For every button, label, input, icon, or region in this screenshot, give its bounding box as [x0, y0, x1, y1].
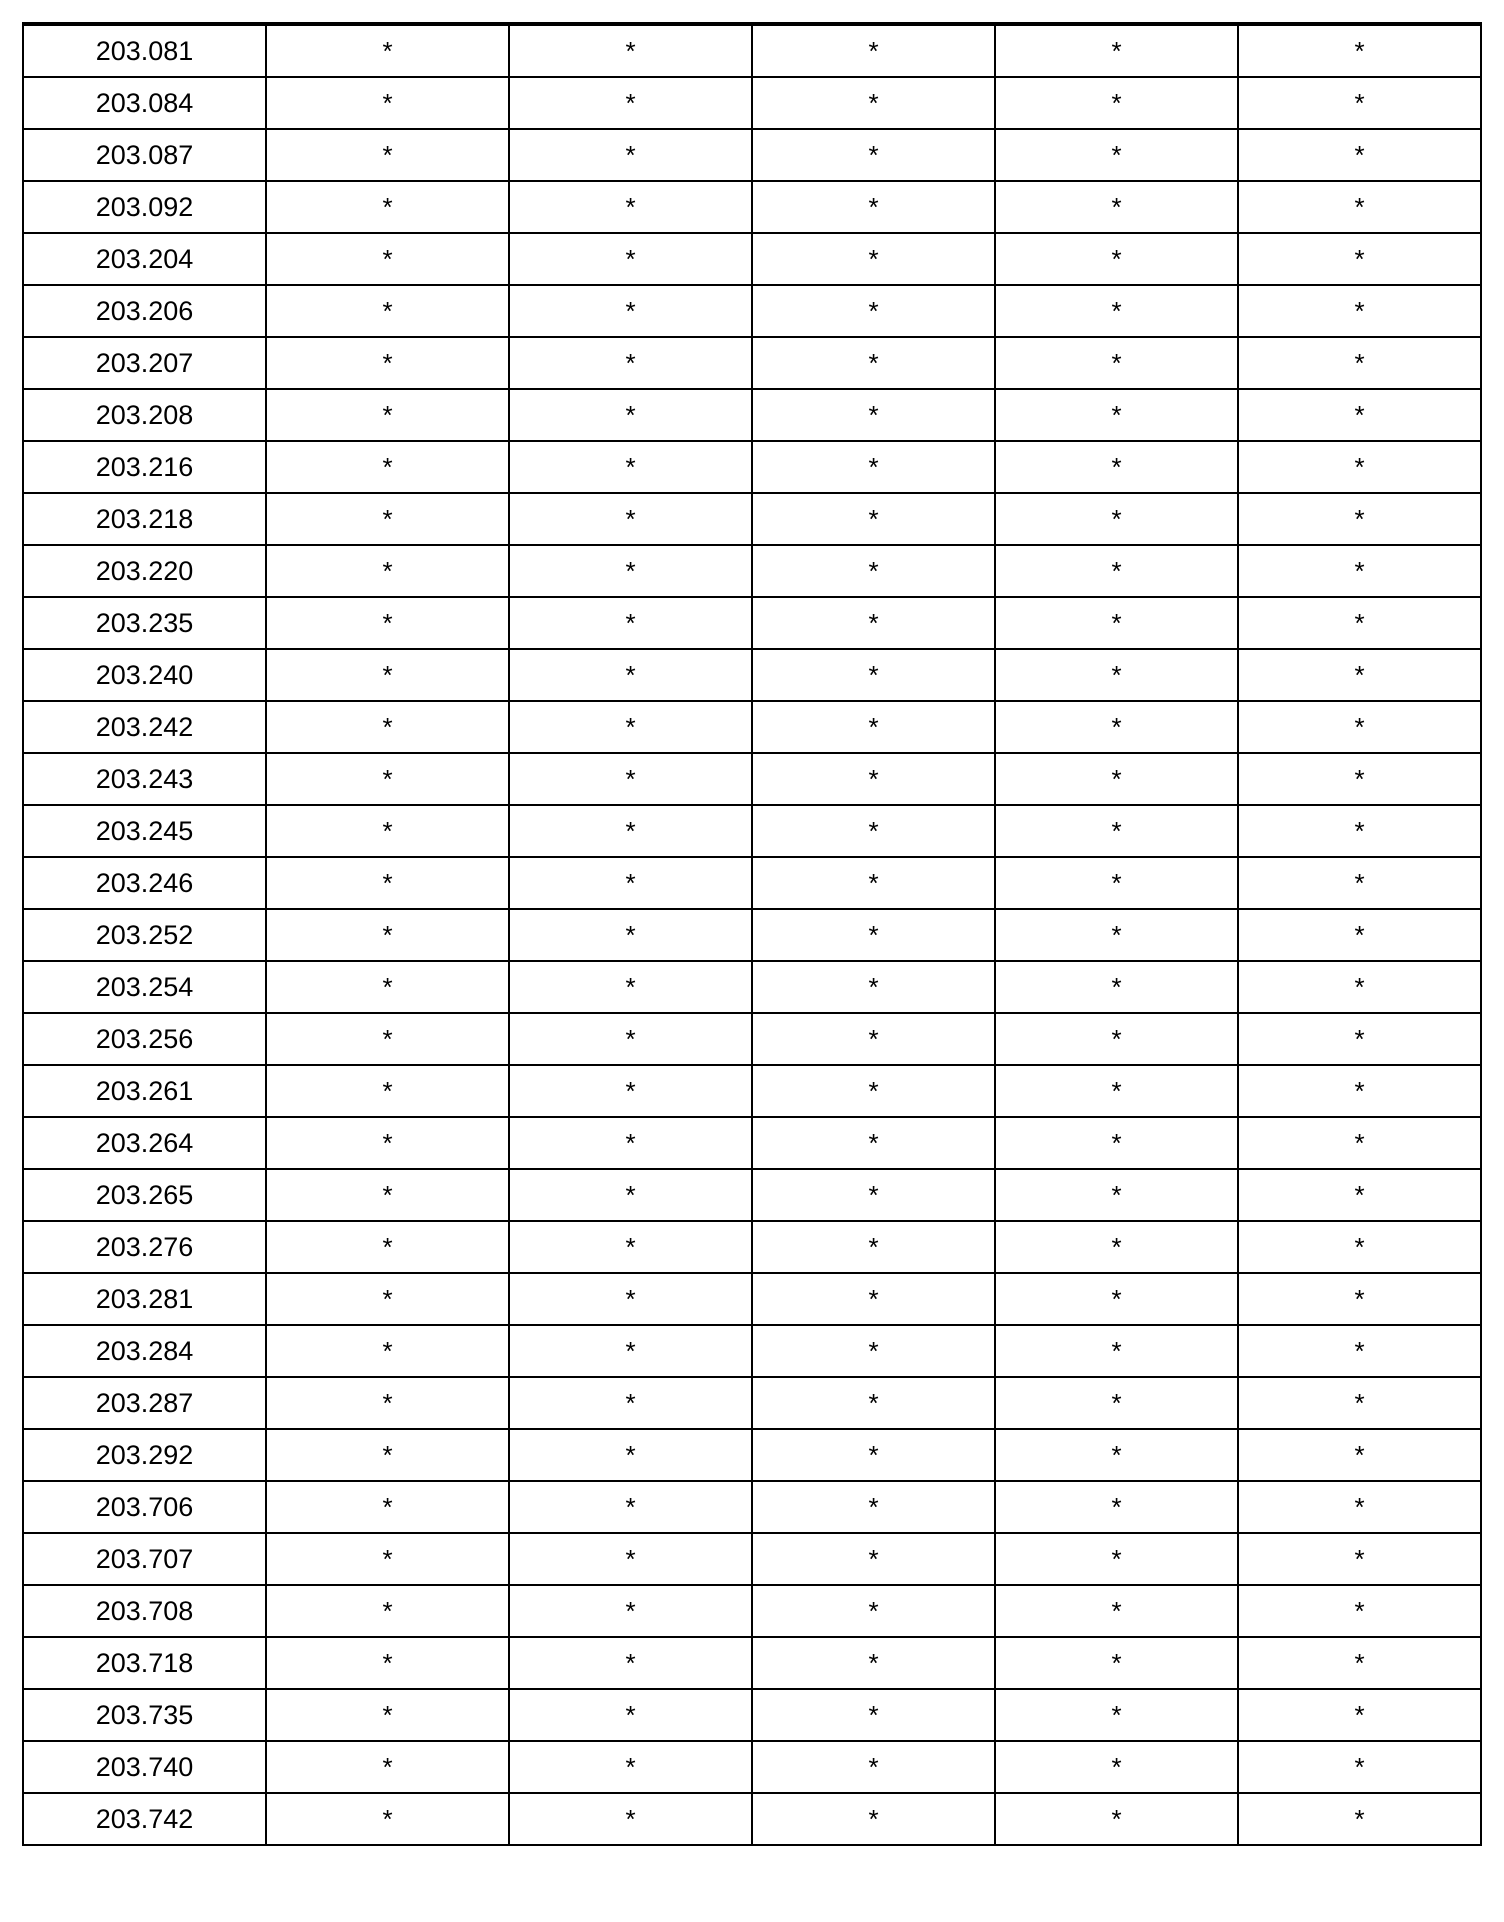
- data-table: [22, 22, 1482, 1846]
- value-cell: *: [509, 857, 752, 909]
- value-cell: *: [995, 77, 1238, 129]
- row-id-cell: 203.292: [23, 1429, 266, 1481]
- table-row: [23, 1637, 1481, 1689]
- row-id-cell: 203.252: [23, 909, 266, 961]
- value-cell: *: [266, 545, 509, 597]
- value-cell: *: [509, 181, 752, 233]
- value-cell: *: [1238, 1741, 1481, 1793]
- row-id-cell: 203.287: [23, 1377, 266, 1429]
- data-table-container: [22, 22, 1482, 1846]
- value-cell: *: [266, 597, 509, 649]
- value-cell: *: [995, 285, 1238, 337]
- table-row: [23, 1741, 1481, 1793]
- row-id-cell: 203.084: [23, 77, 266, 129]
- value-cell: *: [509, 1481, 752, 1533]
- table-row: [23, 1377, 1481, 1429]
- value-cell: *: [509, 1637, 752, 1689]
- value-cell: *: [509, 337, 752, 389]
- value-cell: *: [752, 1377, 995, 1429]
- value-cell: *: [1238, 129, 1481, 181]
- value-cell: *: [266, 1689, 509, 1741]
- value-cell: *: [752, 1065, 995, 1117]
- table-row: [23, 909, 1481, 961]
- value-cell: *: [266, 753, 509, 805]
- value-cell: *: [752, 805, 995, 857]
- table-row: [23, 441, 1481, 493]
- value-cell: *: [509, 129, 752, 181]
- value-cell: *: [509, 1065, 752, 1117]
- value-cell: *: [995, 701, 1238, 753]
- value-cell: *: [509, 441, 752, 493]
- row-id-cell: 203.208: [23, 389, 266, 441]
- value-cell: *: [1238, 493, 1481, 545]
- value-cell: *: [1238, 1481, 1481, 1533]
- value-cell: *: [509, 1325, 752, 1377]
- value-cell: *: [752, 545, 995, 597]
- row-id-cell: 203.706: [23, 1481, 266, 1533]
- value-cell: *: [995, 1793, 1238, 1845]
- value-cell: *: [752, 597, 995, 649]
- value-cell: *: [266, 649, 509, 701]
- value-cell: *: [752, 233, 995, 285]
- value-cell: *: [995, 1221, 1238, 1273]
- value-cell: *: [752, 1793, 995, 1845]
- value-cell: *: [1238, 1585, 1481, 1637]
- value-cell: *: [266, 1481, 509, 1533]
- value-cell: *: [752, 285, 995, 337]
- row-id-cell: 203.284: [23, 1325, 266, 1377]
- table-row: [23, 1533, 1481, 1585]
- table-row: [23, 753, 1481, 805]
- table-row: [23, 1429, 1481, 1481]
- value-cell: *: [266, 24, 509, 77]
- row-id-cell: 203.264: [23, 1117, 266, 1169]
- value-cell: *: [509, 805, 752, 857]
- value-cell: *: [995, 961, 1238, 1013]
- row-id-cell: 203.740: [23, 1741, 266, 1793]
- value-cell: *: [266, 1377, 509, 1429]
- value-cell: *: [266, 1169, 509, 1221]
- value-cell: *: [995, 1117, 1238, 1169]
- value-cell: *: [752, 1429, 995, 1481]
- value-cell: *: [1238, 441, 1481, 493]
- value-cell: *: [509, 1429, 752, 1481]
- table-row: [23, 285, 1481, 337]
- value-cell: *: [1238, 1117, 1481, 1169]
- value-cell: *: [1238, 337, 1481, 389]
- value-cell: *: [266, 1065, 509, 1117]
- value-cell: *: [509, 961, 752, 1013]
- value-cell: *: [995, 1689, 1238, 1741]
- value-cell: *: [266, 1793, 509, 1845]
- value-cell: *: [266, 337, 509, 389]
- value-cell: *: [266, 1429, 509, 1481]
- value-cell: *: [266, 1221, 509, 1273]
- value-cell: *: [509, 1377, 752, 1429]
- value-cell: *: [266, 857, 509, 909]
- value-cell: *: [266, 909, 509, 961]
- table-row: [23, 1065, 1481, 1117]
- row-id-cell: 203.235: [23, 597, 266, 649]
- value-cell: *: [266, 1013, 509, 1065]
- value-cell: *: [752, 493, 995, 545]
- value-cell: *: [995, 1273, 1238, 1325]
- value-cell: *: [752, 1221, 995, 1273]
- row-id-cell: 203.087: [23, 129, 266, 181]
- value-cell: *: [509, 1741, 752, 1793]
- value-cell: *: [266, 1533, 509, 1585]
- value-cell: *: [752, 181, 995, 233]
- value-cell: *: [995, 753, 1238, 805]
- value-cell: *: [752, 1169, 995, 1221]
- table-row: [23, 597, 1481, 649]
- value-cell: *: [266, 1117, 509, 1169]
- value-cell: *: [995, 181, 1238, 233]
- row-id-cell: 203.246: [23, 857, 266, 909]
- row-id-cell: 203.220: [23, 545, 266, 597]
- table-row: [23, 1481, 1481, 1533]
- row-id-cell: 203.708: [23, 1585, 266, 1637]
- row-id-cell: 203.265: [23, 1169, 266, 1221]
- value-cell: *: [752, 1117, 995, 1169]
- table-row: [23, 1169, 1481, 1221]
- value-cell: *: [266, 389, 509, 441]
- value-cell: *: [995, 1533, 1238, 1585]
- row-id-cell: 203.245: [23, 805, 266, 857]
- value-cell: *: [266, 1585, 509, 1637]
- value-cell: *: [266, 441, 509, 493]
- row-id-cell: 203.707: [23, 1533, 266, 1585]
- value-cell: *: [1238, 649, 1481, 701]
- row-id-cell: 203.081: [23, 24, 266, 77]
- value-cell: *: [995, 1637, 1238, 1689]
- table-row: [23, 1273, 1481, 1325]
- value-cell: *: [509, 24, 752, 77]
- value-cell: *: [1238, 1429, 1481, 1481]
- value-cell: *: [509, 701, 752, 753]
- value-cell: *: [1238, 1377, 1481, 1429]
- table-row: [23, 1013, 1481, 1065]
- value-cell: *: [752, 961, 995, 1013]
- table-row: [23, 24, 1481, 77]
- value-cell: *: [509, 1689, 752, 1741]
- value-cell: *: [1238, 961, 1481, 1013]
- value-cell: *: [1238, 1793, 1481, 1845]
- value-cell: *: [752, 337, 995, 389]
- value-cell: *: [995, 493, 1238, 545]
- value-cell: *: [995, 1169, 1238, 1221]
- value-cell: *: [509, 1221, 752, 1273]
- value-cell: *: [752, 441, 995, 493]
- value-cell: *: [1238, 389, 1481, 441]
- table-row: [23, 337, 1481, 389]
- table-row: [23, 129, 1481, 181]
- row-id-cell: 203.218: [23, 493, 266, 545]
- value-cell: *: [509, 597, 752, 649]
- row-id-cell: 203.242: [23, 701, 266, 753]
- row-id-cell: 203.718: [23, 1637, 266, 1689]
- table-row: [23, 1689, 1481, 1741]
- value-cell: *: [1238, 1637, 1481, 1689]
- value-cell: *: [995, 545, 1238, 597]
- table-row: [23, 545, 1481, 597]
- value-cell: *: [509, 909, 752, 961]
- value-cell: *: [995, 337, 1238, 389]
- table-row: [23, 1793, 1481, 1845]
- value-cell: *: [1238, 909, 1481, 961]
- table-row: [23, 233, 1481, 285]
- row-id-cell: 203.243: [23, 753, 266, 805]
- value-cell: *: [509, 545, 752, 597]
- value-cell: *: [752, 1637, 995, 1689]
- row-id-cell: 203.735: [23, 1689, 266, 1741]
- value-cell: *: [752, 129, 995, 181]
- value-cell: *: [1238, 857, 1481, 909]
- value-cell: *: [995, 1741, 1238, 1793]
- value-cell: *: [995, 1585, 1238, 1637]
- value-cell: *: [995, 1429, 1238, 1481]
- value-cell: *: [752, 24, 995, 77]
- value-cell: *: [1238, 1273, 1481, 1325]
- value-cell: *: [266, 233, 509, 285]
- value-cell: *: [995, 1013, 1238, 1065]
- value-cell: *: [752, 1741, 995, 1793]
- value-cell: *: [995, 24, 1238, 77]
- value-cell: *: [266, 961, 509, 1013]
- row-id-cell: 203.240: [23, 649, 266, 701]
- value-cell: *: [1238, 1533, 1481, 1585]
- value-cell: *: [509, 1013, 752, 1065]
- value-cell: *: [266, 1741, 509, 1793]
- value-cell: *: [509, 1793, 752, 1845]
- value-cell: *: [509, 1585, 752, 1637]
- value-cell: *: [1238, 1221, 1481, 1273]
- table-row: [23, 649, 1481, 701]
- row-id-cell: 203.281: [23, 1273, 266, 1325]
- row-id-cell: 203.204: [23, 233, 266, 285]
- value-cell: *: [752, 1481, 995, 1533]
- value-cell: *: [995, 1325, 1238, 1377]
- value-cell: *: [752, 1585, 995, 1637]
- value-cell: *: [266, 129, 509, 181]
- value-cell: *: [509, 77, 752, 129]
- value-cell: *: [509, 1169, 752, 1221]
- value-cell: *: [995, 441, 1238, 493]
- value-cell: *: [266, 1273, 509, 1325]
- table-row: [23, 1221, 1481, 1273]
- value-cell: *: [1238, 233, 1481, 285]
- value-cell: *: [266, 493, 509, 545]
- value-cell: *: [752, 857, 995, 909]
- value-cell: *: [752, 1325, 995, 1377]
- row-id-cell: 203.216: [23, 441, 266, 493]
- value-cell: *: [266, 77, 509, 129]
- value-cell: *: [266, 1325, 509, 1377]
- value-cell: *: [1238, 753, 1481, 805]
- value-cell: *: [266, 805, 509, 857]
- value-cell: *: [752, 649, 995, 701]
- value-cell: *: [995, 597, 1238, 649]
- value-cell: *: [752, 1273, 995, 1325]
- value-cell: *: [752, 77, 995, 129]
- value-cell: *: [509, 1117, 752, 1169]
- table-row: [23, 961, 1481, 1013]
- table-row: [23, 805, 1481, 857]
- value-cell: *: [1238, 285, 1481, 337]
- value-cell: *: [509, 1273, 752, 1325]
- value-cell: *: [995, 1377, 1238, 1429]
- row-id-cell: 203.092: [23, 181, 266, 233]
- value-cell: *: [1238, 597, 1481, 649]
- value-cell: *: [995, 233, 1238, 285]
- value-cell: *: [1238, 701, 1481, 753]
- value-cell: *: [509, 493, 752, 545]
- value-cell: *: [752, 1013, 995, 1065]
- value-cell: *: [1238, 181, 1481, 233]
- table-row: [23, 77, 1481, 129]
- value-cell: *: [1238, 77, 1481, 129]
- value-cell: *: [752, 753, 995, 805]
- value-cell: *: [509, 233, 752, 285]
- value-cell: *: [995, 1065, 1238, 1117]
- value-cell: *: [752, 1689, 995, 1741]
- value-cell: *: [1238, 805, 1481, 857]
- row-id-cell: 203.256: [23, 1013, 266, 1065]
- table-row: [23, 181, 1481, 233]
- value-cell: *: [266, 285, 509, 337]
- row-id-cell: 203.207: [23, 337, 266, 389]
- row-id-cell: 203.276: [23, 1221, 266, 1273]
- value-cell: *: [1238, 1013, 1481, 1065]
- row-id-cell: 203.254: [23, 961, 266, 1013]
- table-row: [23, 1585, 1481, 1637]
- value-cell: *: [995, 389, 1238, 441]
- table-row: [23, 493, 1481, 545]
- table-row: [23, 857, 1481, 909]
- value-cell: *: [995, 909, 1238, 961]
- value-cell: *: [995, 1481, 1238, 1533]
- table-row: [23, 389, 1481, 441]
- row-id-cell: 203.742: [23, 1793, 266, 1845]
- table-row: [23, 1325, 1481, 1377]
- value-cell: *: [1238, 1689, 1481, 1741]
- value-cell: *: [995, 129, 1238, 181]
- row-id-cell: 203.261: [23, 1065, 266, 1117]
- value-cell: *: [266, 181, 509, 233]
- value-cell: *: [1238, 24, 1481, 77]
- value-cell: *: [509, 389, 752, 441]
- value-cell: *: [752, 1533, 995, 1585]
- value-cell: *: [509, 1533, 752, 1585]
- value-cell: *: [995, 857, 1238, 909]
- value-cell: *: [1238, 545, 1481, 597]
- value-cell: *: [509, 285, 752, 337]
- row-id-cell: 203.206: [23, 285, 266, 337]
- value-cell: *: [995, 649, 1238, 701]
- value-cell: *: [266, 1637, 509, 1689]
- value-cell: *: [509, 649, 752, 701]
- value-cell: *: [266, 701, 509, 753]
- value-cell: *: [1238, 1325, 1481, 1377]
- value-cell: *: [1238, 1065, 1481, 1117]
- table-row: [23, 1117, 1481, 1169]
- value-cell: *: [995, 805, 1238, 857]
- value-cell: *: [1238, 1169, 1481, 1221]
- value-cell: *: [752, 909, 995, 961]
- table-body: [23, 24, 1481, 1845]
- value-cell: *: [509, 753, 752, 805]
- table-row: [23, 701, 1481, 753]
- value-cell: *: [752, 389, 995, 441]
- value-cell: *: [752, 701, 995, 753]
